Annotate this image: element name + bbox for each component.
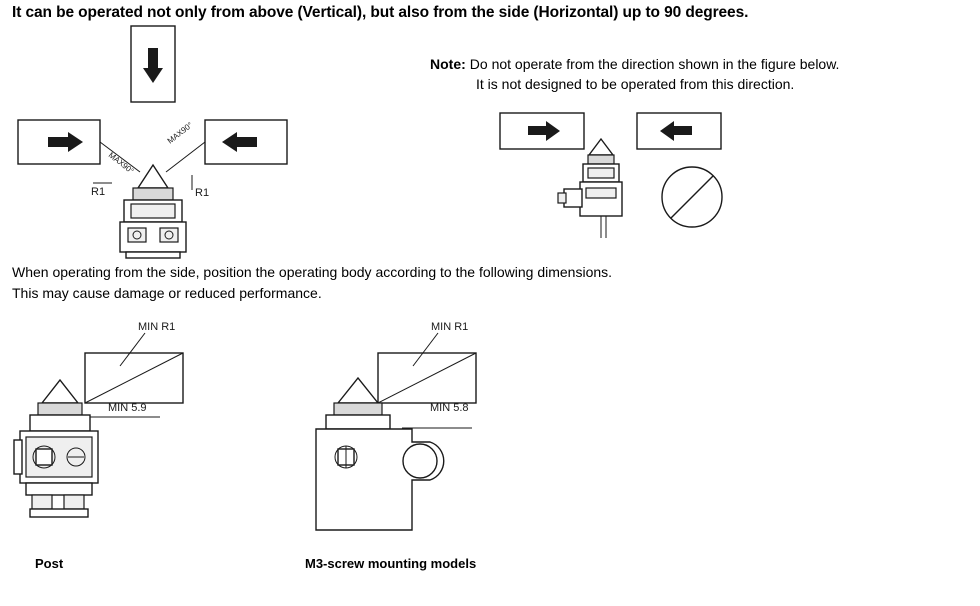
note-text-2: It is not designed to be operated from this direction.: [476, 76, 795, 92]
figure-post-dimensions: [0, 320, 280, 550]
caption-post: Post: [35, 556, 64, 571]
body-line-2: This may cause damage or reduced performance.: [12, 285, 322, 301]
note-block: [430, 54, 970, 94]
figure-m3-dimensions: [290, 320, 610, 550]
note-label: Note:: [430, 56, 466, 72]
r1-label-right: R1: [195, 187, 210, 199]
figure-vertical-horizontal-operation: [0, 20, 330, 260]
min-r1-label: MIN R1: [431, 321, 469, 333]
angle-label-right: MAX90°: [165, 120, 195, 146]
caption-m3: M3-screw mounting models: [305, 556, 477, 571]
prohibition-icon: [662, 167, 722, 227]
switch-illustration-side: [558, 139, 622, 238]
figure-prohibited-direction: [490, 105, 750, 265]
note-text-1: Do not operate from the direction shown in the figure below.: [469, 56, 840, 72]
switch-illustration-top: [120, 165, 186, 258]
angle-label-left: MAX90°: [106, 150, 136, 176]
min-59-label: MIN 5.9: [108, 402, 147, 414]
note-line-1: [430, 54, 970, 74]
angle-guide-right: [166, 142, 205, 172]
body-text: [12, 262, 712, 304]
min-58-label: MIN 5.8: [430, 402, 469, 414]
page-title: It can be operated not only from above (Vertical), but also from the side (Horizontal) up to 90 degrees.: [12, 4, 749, 21]
body-line-1: When operating from the side, position the operating body according to the following dimensions.: [12, 264, 613, 280]
r1-label-left: R1: [91, 186, 106, 198]
min-r1-label: MIN R1: [138, 321, 176, 333]
